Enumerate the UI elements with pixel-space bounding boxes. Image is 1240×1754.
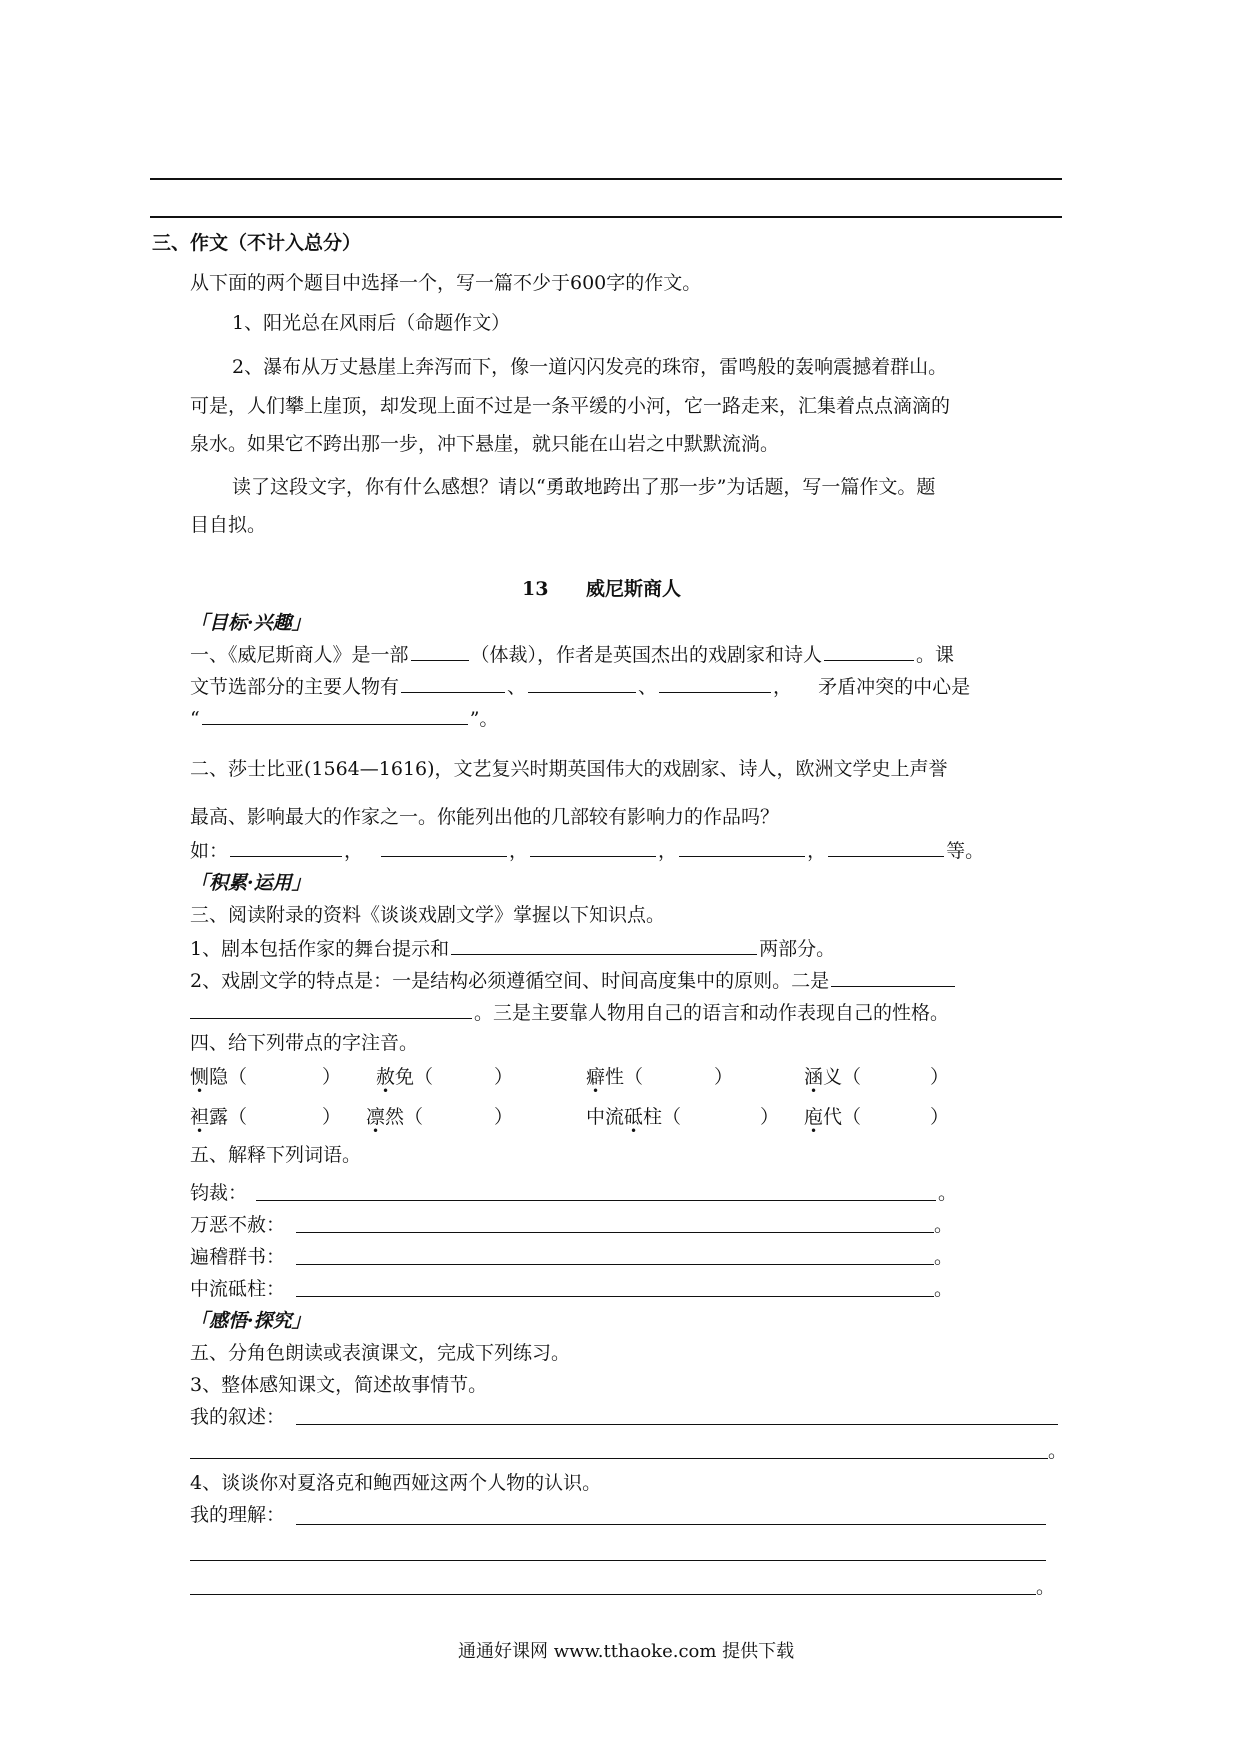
q5-term-2: 万恶不赦： [190,1214,286,1236]
q4-close-1: ） [322,1066,342,1088]
dotted-char: 赦 [376,1066,396,1088]
dotted-char: 庖 [804,1106,824,1128]
dotted-char: 恻 [190,1066,210,1088]
q3-item-2-cont [190,998,949,1026]
dotted-char: 砥 [624,1106,644,1128]
dotted-char: 涵 [804,1066,824,1088]
word-text: 柱（ [643,1106,682,1128]
q1-text-d: 文节选部分的主要人物有 [190,676,400,698]
q2-blank-work-5[interactable] [828,836,944,857]
q3-item-2-suffix: 。三是主要靠人物用自己的语言和动作表现自己的性格。 [474,1002,950,1024]
q1-line-3 [190,704,498,732]
q1-blank-character-1[interactable] [401,672,505,693]
q5-answer-line-1[interactable] [256,1200,936,1201]
q1-blank-character-3[interactable] [659,672,771,693]
word-text: 然（ [385,1106,424,1128]
q1-blank-conflict[interactable] [202,704,468,725]
q3-item-2 [190,966,957,994]
essay-prompt-line-2: 目自拟。 [190,514,267,536]
q6-understanding-line-1[interactable] [296,1524,1046,1525]
q2-blank-work-1[interactable] [230,836,342,857]
q4-word-2 [376,1064,433,1090]
q6-understanding-label: 我的理解： [190,1504,286,1526]
q1-text-b: （体裁），作者是英国杰出的戏剧家和诗人 [470,644,823,666]
section-accumulate: 「积累·运用」 [190,872,311,894]
top-answer-line-1 [150,178,1062,180]
q3-blank-feature-b[interactable] [190,998,472,1019]
lesson-title: 威尼斯商人 [586,578,682,600]
q4-close-4: ） [930,1066,950,1088]
q5-term-3: 遍稽群书： [190,1246,286,1268]
q2-comma: ， [344,840,364,862]
essay-topic-1: 1、阳光总在风雨后（命题作文） [232,312,511,334]
word-text: 义（ [823,1066,862,1088]
q1-blank-genre[interactable] [411,640,469,661]
q3-item-1-suffix: 两部分。 [759,938,836,960]
q5-end-1: 。 [938,1182,958,1204]
essay-prompt-line-1: 读了这段文字，你有什么感想？请以“勇敢地跨出了那一步”为话题，写一篇作文。题 [232,476,936,498]
q3-blank-feature-a[interactable] [831,966,955,987]
section-goal: 「目标·兴趣」 [190,612,311,634]
word-text: 露（ [209,1106,248,1128]
q3-blank-script-part[interactable] [451,934,757,955]
q2-blank-work-2[interactable] [381,836,507,857]
q6-item-3: 3、整体感知课文，简述故事情节。 [190,1374,488,1396]
q5-answer-line-3[interactable] [296,1264,934,1265]
q1-blank-character-2[interactable] [528,672,636,693]
dotted-char: 袒 [190,1106,210,1128]
q6-item-4: 4、谈谈你对夏洛克和鲍西娅这两个人物的认识。 [190,1472,602,1494]
q1-close-quote: ”。 [469,708,499,730]
q6-understanding-end: 。 [1036,1576,1056,1598]
word-text: 中流 [586,1106,625,1128]
q4-word-6 [366,1104,423,1130]
q2-suffix: 等。 [946,840,985,862]
q2-line-1: 二、莎士比亚(1564—1616)，文艺复兴时期英国伟大的戏剧家、诗人，欧洲文学史上声誉 [190,758,948,780]
page-footer: 通通好课网 www.tthaoke.com 提供下载 [458,1641,795,1662]
q2-comma: ， [807,840,827,862]
q4-word-4 [804,1064,861,1090]
essay-intro: 从下面的两个题目中选择一个，写一篇不少于600字的作文。 [190,272,702,294]
q4-word-8 [804,1104,861,1130]
essay-topic-2-line-2: 可是，人们攀上崖顶，却发现上面不过是一条平缓的小河，它一路走来，汇集着点点滴滴的 [190,395,951,417]
q4-word-1 [190,1064,247,1090]
q2-comma: ， [509,840,529,862]
q4-close-5: ） [322,1106,342,1128]
q3-title: 三、阅读附录的资料《谈谈戏剧文学》掌握以下知识点。 [190,904,666,926]
q6-narration-end: 。 [1048,1440,1068,1462]
q5-term-4: 中流砥柱： [190,1278,286,1300]
word-text: 性（ [605,1066,644,1088]
q6-title: 五、分角色朗读或表演课文，完成下列练习。 [190,1342,571,1364]
q1-text-c: 。课 [916,644,955,666]
q1-blank-author[interactable] [824,640,914,661]
q4-close-8: ） [930,1106,950,1128]
q4-word-5 [190,1104,247,1130]
q4-close-3: ） [714,1066,734,1088]
q6-narration-line-2[interactable] [190,1458,1048,1459]
dotted-char: 凛 [366,1106,386,1128]
q6-understanding-line-2[interactable] [190,1560,1046,1561]
q1-separator: 、 [507,676,527,698]
top-answer-line-2 [150,216,1062,218]
q1-open-quote: “ [190,708,200,730]
essay-topic-2-line-3: 泉水。如果它不跨出那一步，冲下悬崖，就只能在山岩之中默默流淌。 [190,433,780,455]
essay-topic-2-line-1: 2、瀑布从万丈悬崖上奔泻而下，像一道闪闪发亮的珠帘，雷鸣般的轰响震撼着群山。 [232,356,948,378]
word-text: 隐（ [209,1066,248,1088]
q2-prefix: 如： [190,840,229,862]
q1-text-e: 矛盾冲突的中心是 [818,676,971,698]
q4-close-2: ） [494,1066,514,1088]
q5-answer-line-2[interactable] [296,1232,934,1233]
essay-heading: 三、作文（不计入总分） [152,232,362,254]
q2-blank-work-3[interactable] [530,836,656,857]
q4-word-3 [586,1064,643,1090]
q5-term-1: 钧裁： [190,1182,248,1204]
q5-end-3: 。 [934,1246,954,1268]
q4-title: 四、给下列带点的字注音。 [190,1032,419,1054]
q2-blank-work-4[interactable] [679,836,805,857]
q6-understanding-line-3[interactable] [190,1594,1036,1595]
q5-end-4: 。 [934,1278,954,1300]
lesson-number: 13 [522,578,549,600]
q2-comma: ， [658,840,678,862]
q6-narration-line-1[interactable] [296,1424,1058,1425]
q3-item-1-text: 1、剧本包括作家的舞台提示和 [190,938,450,960]
q5-end-2: 。 [934,1214,954,1236]
q1-line-1 [190,640,954,668]
q5-answer-line-4[interactable] [296,1296,934,1297]
word-text: 免（ [395,1066,434,1088]
q3-item-1 [190,934,835,962]
q4-close-6: ） [494,1106,514,1128]
q1-comma: ， [773,676,793,698]
section-explore: 「感悟·探究」 [190,1310,311,1332]
q1-separator: 、 [638,676,658,698]
q5-title: 五、解释下列词语。 [190,1144,362,1166]
q3-item-2-text: 2、戏剧文学的特点是：一是结构必须遵循空间、时间高度集中的原则。二是 [190,970,830,992]
q1-text-a: 一、《威尼斯商人》是一部 [190,644,409,666]
q2-line-2: 最高、影响最大的作家之一。你能列出他的几部较有影响力的作品吗？ [190,806,780,828]
q6-narration-label: 我的叙述： [190,1406,286,1428]
q4-close-7: ） [760,1106,780,1128]
dotted-char: 癖 [586,1066,606,1088]
word-text: 代（ [823,1106,862,1128]
q2-line-3 [190,836,984,864]
q4-word-7 [586,1104,681,1130]
q1-line-2 [190,672,970,700]
